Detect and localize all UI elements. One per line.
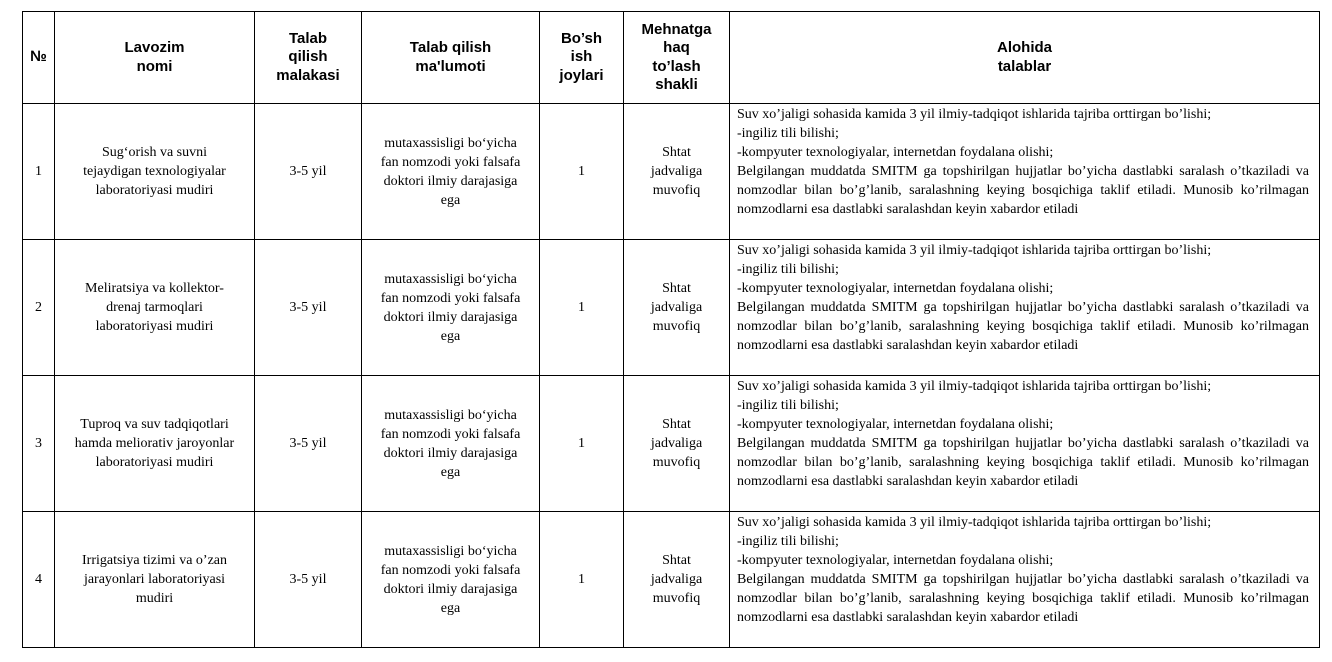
header-vacancies: [540, 12, 624, 104]
header-wage-line3: to’lash: [652, 57, 701, 75]
req-english-line: -ingiliz tili bilishi;: [737, 398, 839, 413]
cell-education-text: mutaxassisligi bo‘yicha fan nomzodi yoki falsafa doktori ilmiy darajasiga ega: [380, 543, 521, 616]
cell-vacancies: 1: [540, 240, 624, 376]
table-row: [23, 376, 1320, 512]
header-row: [23, 12, 1320, 104]
cell-experience: 3-5 yil: [255, 512, 362, 648]
req-experience-line: Suv xo’jaligi sohasida kamida 3 yil ilmiy-tadqiqot ishlarida tajriba orttirgan bo’lishi;: [737, 379, 1212, 394]
req-selection-paragraph: Belgilangan muddatda SMITM ga topshirilgan hujjatlar bo’yicha dastlabki saralash o’tkaziladi va nomzodlar bilan bo’g’lanib, saralashning keying bosqichiga taklif etiladi. Munosib ko’rilmagan nomzodlarni esa dastlabki saralashdan keyin xabardor etiladi: [737, 572, 1309, 625]
cell-education: [362, 376, 540, 512]
cell-position-text: Meliratsiya va kollektor-drenaj tarmoqlari laboratoriyasi mudiri: [85, 281, 224, 334]
cell-position: [55, 512, 255, 648]
header-position-line2: nomi: [136, 57, 173, 75]
req-experience-line: Suv xo’jaligi sohasida kamida 3 yil ilmiy-tadqiqot ishlarida tajriba orttirgan bo’lishi;: [737, 515, 1212, 530]
header-experience-line3: malakasi: [276, 66, 340, 84]
cell-experience: 3-5 yil: [255, 376, 362, 512]
header-experience-line2: qilish: [288, 48, 328, 66]
table-row: [23, 104, 1320, 240]
header-position: [55, 12, 255, 104]
vacancy-table: [22, 11, 1320, 648]
header-wage-line2: haq: [663, 39, 690, 56]
cell-experience: 3-5 yil: [255, 104, 362, 240]
header-requirements-line2: talablar: [997, 57, 1052, 75]
header-vacancies-line1: Bo’sh: [560, 29, 603, 47]
cell-education: [362, 104, 540, 240]
req-english-line: -ingiliz tili bilishi;: [737, 534, 839, 549]
cell-education-text: mutaxassisligi bo‘yicha fan nomzodi yoki falsafa doktori ilmiy darajasiga ega: [380, 407, 521, 480]
cell-vacancies: 1: [540, 512, 624, 648]
cell-wage-text: Shtat jadvaliga muvofiq: [650, 553, 703, 606]
cell-requirements: [730, 240, 1320, 376]
header-requirements-line1: Alohida: [997, 39, 1052, 56]
req-computer-line: -kompyuter texnologiyalar, internetdan foydalana olishi;: [737, 553, 1054, 568]
req-computer-line: -kompyuter texnologiyalar, internetdan foydalana olishi;: [737, 145, 1054, 160]
cell-position-text: Sug‘orish va suvni tejaydigan texnologiyalar laboratoriyasi mudiri: [83, 145, 226, 198]
cell-position-text: Irrigatsiya tizimi va o’zan jarayonlari laboratoriyasi mudiri: [82, 553, 227, 606]
cell-experience: 3-5 yil: [255, 240, 362, 376]
header-wage-line1: Mehnatga: [641, 20, 712, 38]
req-english-line: -ingiliz tili bilishi;: [737, 262, 839, 277]
table-row: [23, 240, 1320, 376]
header-wage-line4: shakli: [655, 76, 698, 93]
cell-requirements: [730, 376, 1320, 512]
cell-wage-text: Shtat jadvaliga muvofiq: [650, 281, 703, 334]
cell-vacancies: 1: [540, 376, 624, 512]
table-header: [23, 12, 1320, 104]
header-education-line1: Talab qilish: [409, 39, 492, 56]
req-computer-line: -kompyuter texnologiyalar, internetdan foydalana olishi;: [737, 417, 1054, 432]
cell-education-text: mutaxassisligi bo‘yicha fan nomzodi yoki falsafa doktori ilmiy darajasiga ega: [380, 135, 521, 208]
req-english-line: -ingiliz tili bilishi;: [737, 126, 839, 141]
header-vacancies-line3: joylari: [559, 66, 604, 84]
cell-position: [55, 240, 255, 376]
cell-requirements: [730, 512, 1320, 648]
header-num-text: №: [30, 48, 47, 66]
cell-position: [55, 104, 255, 240]
cell-wage-text: Shtat jadvaliga muvofiq: [650, 417, 703, 470]
header-education: [362, 12, 540, 104]
cell-education: [362, 512, 540, 648]
req-experience-line: Suv xo’jaligi sohasida kamida 3 yil ilmiy-tadqiqot ishlarida tajriba orttirgan bo’lishi;: [737, 243, 1212, 258]
cell-num: 3: [23, 376, 55, 512]
cell-education: [362, 240, 540, 376]
cell-wage-text: Shtat jadvaliga muvofiq: [650, 145, 703, 198]
cell-requirements: [730, 104, 1320, 240]
cell-num: 1: [23, 104, 55, 240]
cell-num: 2: [23, 240, 55, 376]
req-selection-paragraph: Belgilangan muddatda SMITM ga topshirilgan hujjatlar bo’yicha dastlabki saralash o’tkaziladi va nomzodlar bilan bo’g’lanib, saralashning keying bosqichiga taklif etiladi. Munosib ko’rilmagan nomzodlarni esa dastlabki saralashdan keyin xabardor etiladi: [737, 300, 1309, 353]
cell-num: 4: [23, 512, 55, 648]
cell-vacancies: 1: [540, 104, 624, 240]
header-experience: [255, 12, 362, 104]
header-education-line2: ma'lumoti: [415, 57, 486, 75]
header-wage: [624, 12, 730, 104]
req-selection-paragraph: Belgilangan muddatda SMITM ga topshirilgan hujjatlar bo’yicha dastlabki saralash o’tkaziladi va nomzodlar bilan bo’g’lanib, saralashning keying bosqichiga taklif etiladi. Munosib ko’rilmagan nomzodlarni esa dastlabki saralashdan keyin xabardor etiladi: [737, 164, 1309, 217]
cell-wage: [624, 240, 730, 376]
table-row: [23, 512, 1320, 648]
cell-education-text: mutaxassisligi bo‘yicha fan nomzodi yoki falsafa doktori ilmiy darajasiga ega: [380, 271, 521, 344]
vacancy-document: [22, 11, 1320, 648]
cell-wage: [624, 512, 730, 648]
req-experience-line: Suv xo’jaligi sohasida kamida 3 yil ilmiy-tadqiqot ishlarida tajriba orttirgan bo’lishi;: [737, 107, 1212, 122]
header-position-line1: Lavozim: [124, 39, 185, 56]
table-body: [23, 104, 1320, 648]
cell-position-text: Tuproq va suv tadqiqotlari hamda meliorativ jaroyonlar laboratoriyasi mudiri: [74, 417, 235, 470]
header-num: [23, 12, 55, 104]
header-requirements: [730, 12, 1320, 104]
cell-wage: [624, 376, 730, 512]
req-selection-paragraph: Belgilangan muddatda SMITM ga topshirilgan hujjatlar bo’yicha dastlabki saralash o’tkaziladi va nomzodlar bilan bo’g’lanib, saralashning keying bosqichiga taklif etiladi. Munosib ko’rilmagan nomzodlarni esa dastlabki saralashdan keyin xabardor etiladi: [737, 436, 1309, 489]
header-vacancies-line2: ish: [570, 48, 593, 66]
req-computer-line: -kompyuter texnologiyalar, internetdan foydalana olishi;: [737, 281, 1054, 296]
cell-wage: [624, 104, 730, 240]
header-experience-line1: Talab: [288, 29, 328, 47]
cell-position: [55, 376, 255, 512]
